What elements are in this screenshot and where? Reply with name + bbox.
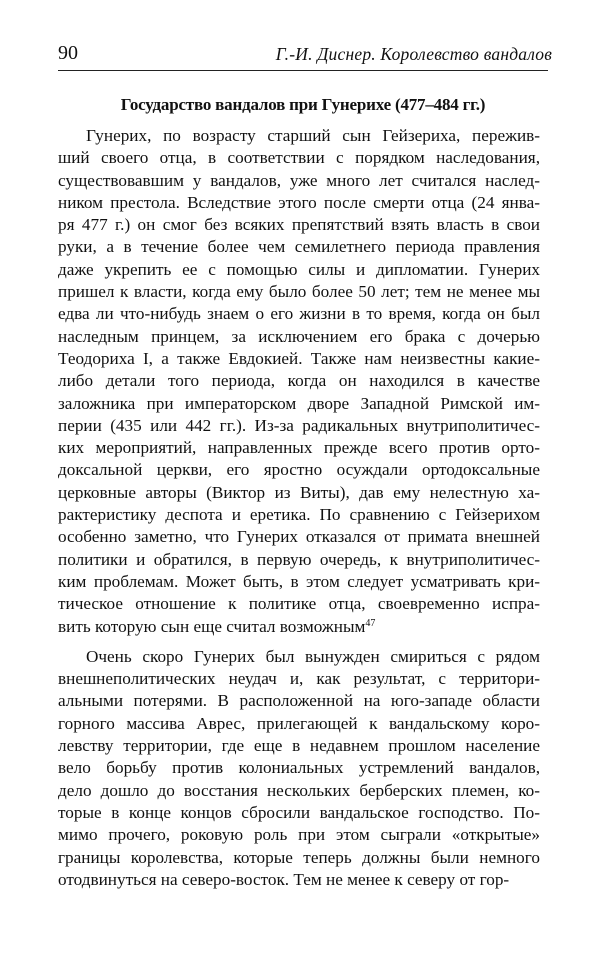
- text-line: существовавшим у вандалов, уже много лет считался наслед-: [58, 170, 540, 190]
- text-line: пришел к власти, когда ему было более 50 лет; тем не менее мы: [58, 282, 540, 302]
- paragraphs: [58, 125, 540, 891]
- text-line: церковные авторы (Виктор из Виты), дав ему нелестную ха-: [58, 482, 540, 502]
- text-line: ря 477 г.) он смог без всяких препятствий взять власть в свои: [58, 215, 540, 235]
- text-line: ший своего отца, в соответствии с порядком наследования,: [58, 148, 540, 168]
- body-text: [58, 125, 540, 891]
- text-line: Очень скоро Гунерих был вынужден смириться с рядом: [86, 646, 540, 666]
- text-line: альными потерями. В расположенной на юго-западе области: [58, 691, 540, 711]
- text-line: горного массива Аврес, прилегающей к вандальскому коро-: [58, 713, 540, 733]
- text-line: заложника при императорском дворе Западной Римской им-: [58, 393, 540, 413]
- text-line: либо детали того периода, когда он находился в качестве: [58, 371, 540, 391]
- running-head: Г.-И. Диснер. Королевство вандалов: [275, 44, 552, 64]
- paragraph: [58, 646, 540, 891]
- text-line: мимо прочего, роковую роль при этом сыграли «открытые»: [58, 825, 540, 845]
- text-line: доксальной церкви, его яростно осуждали ортодоксальные: [58, 460, 540, 480]
- text-line: даже укрепить ее с помощью силы и дипломатии. Гунерих: [58, 259, 540, 279]
- text-line: перии (435 или 442 гг.). Из-за радикальных внутриполитичес-: [58, 415, 540, 435]
- text-line: вить которую сын еще считал возможным$^{47}$: [58, 616, 376, 636]
- section-title: Государство вандалов при Гунерихе (477–484 гг.): [120, 95, 486, 114]
- header-rule: [58, 70, 548, 71]
- text-line: отодвинуться на северо-восток. Тем не менее к северу от гор-: [58, 869, 510, 889]
- text-line: едва ли что-нибудь знаем о его жизни в то время, когда он был: [58, 304, 540, 324]
- text-line: внешнеполитических неудач и, как результат, с территори-: [58, 669, 540, 689]
- text-line: ким проблемам. Может быть, в этом следует усматривать кри-: [58, 571, 540, 591]
- text-line: наследным принцем, за исключением его брака с дочерью: [58, 326, 540, 346]
- text-line: тическое отношение к политике отца, своевременно испра-: [58, 594, 540, 614]
- text-line: левству территории, где еще в недавнем прошлом население: [58, 736, 540, 756]
- text-line: Теодориха I, а также Евдокией. Также нам неизвестны какие-: [58, 348, 540, 368]
- page-header: [58, 40, 552, 70]
- text-line: торые в конце концов сбросили вандальское господство. По-: [58, 802, 540, 822]
- paragraph: [58, 125, 540, 638]
- text-line: границы королевства, которые теперь должны были немного: [58, 847, 540, 867]
- text-line: ких мероприятий, направленных прежде всего против орто-: [58, 438, 540, 458]
- text-line: руки, а в течение более чем семилетнего периода правления: [58, 237, 540, 257]
- text-line: ником престола. Вследствие этого после смерти отца (24 янва-: [58, 192, 540, 212]
- text-line: Гунерих, по возрасту старший сын Гейзериха, пережив-: [86, 126, 540, 145]
- text-line: дело дошло до восстания нескольких берберских племен, ко-: [58, 780, 540, 800]
- footnote-reference[interactable]: 47: [365, 617, 376, 629]
- text-line: вело борьбу против колониальных устремлений вандалов,: [58, 758, 540, 778]
- text-line: рактеристику деспота и еретика. По сравнению с Гейзерихом: [58, 505, 540, 525]
- page-number: 90: [58, 42, 78, 64]
- text-line: особенно заметно, что Гунерих отказался от примата внешней: [58, 527, 540, 547]
- text-line: политики и обратился, в первую очередь, к внутриполитичес-: [58, 549, 540, 569]
